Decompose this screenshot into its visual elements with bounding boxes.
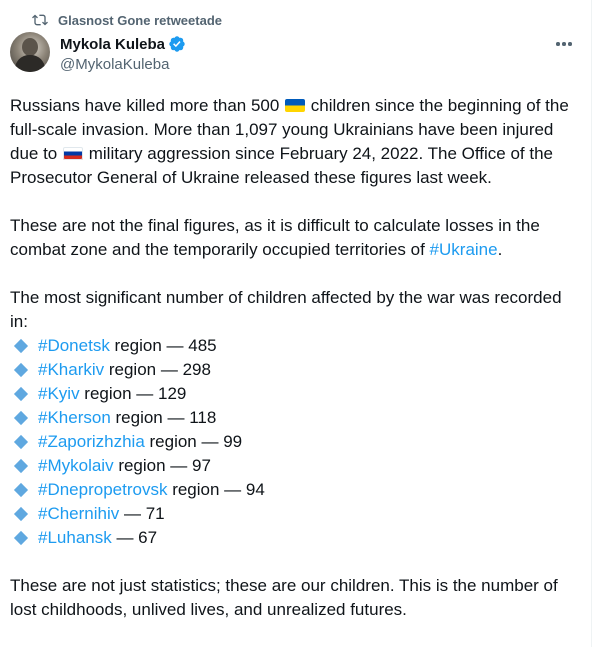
blue-diamond-icon (14, 459, 28, 473)
list-item: #Luhansk — 67 (10, 526, 580, 550)
author-name[interactable]: Mykola Kuleba (60, 35, 166, 53)
ukraine-flag-icon (285, 99, 305, 112)
retweet-context[interactable] (32, 10, 222, 30)
retweet-label: Glasnost Gone retweetade (58, 12, 222, 28)
paragraph-4: These are not just statistics; these are our children. This is the number of lost childhoods, unlived lives, and unrealized futures. (10, 576, 558, 619)
region-list (10, 334, 580, 550)
hashtag-zaporizhzhia[interactable]: #Zaporizhzhia (38, 432, 145, 451)
blue-diamond-icon (14, 363, 28, 377)
paragraph-3: The most significant number of children affected by the war was recorded in: (10, 288, 562, 331)
paragraph-1: Russians have killed more than 500 children since the beginning of the full-scale invasion. More than 1,097 young Ukrainians have been injured due to military aggression since February 24, 2022. The Office of the Prosecutor General of Ukraine released these figures last week. (10, 96, 569, 187)
hashtag-luhansk[interactable]: #Luhansk (38, 528, 112, 547)
list-item: #Chernihiv — 71 (10, 502, 580, 526)
tweet-text (10, 94, 580, 622)
more-options-icon[interactable] (553, 34, 575, 54)
paragraph-2: These are not the final figures, as it is difficult to calculate losses in the combat zone and the temporarily occupied territories of #Ukraine. (10, 216, 540, 259)
list-item: #Donetsk region — 485 (10, 334, 580, 358)
russia-flag-icon (63, 147, 83, 160)
hashtag-kherson[interactable]: #Kherson (38, 408, 111, 427)
list-item: #Kharkiv region — 298 (10, 358, 580, 382)
blue-diamond-icon (14, 483, 28, 497)
hashtag-dnepropetrovsk[interactable]: #Dnepropetrovsk (38, 480, 168, 499)
blue-diamond-icon (14, 339, 28, 353)
hashtag-kharkiv[interactable]: #Kharkiv (38, 360, 105, 379)
list-item: #Dnepropetrovsk region — 94 (10, 478, 580, 502)
hashtag-mykolaiv[interactable]: #Mykolaiv (38, 456, 114, 475)
verified-badge-icon (168, 35, 186, 53)
list-item: #Zaporizhzhia region — 99 (10, 430, 580, 454)
blue-diamond-icon (14, 387, 28, 401)
blue-diamond-icon (14, 507, 28, 521)
avatar[interactable] (10, 32, 50, 72)
blue-diamond-icon (14, 531, 28, 545)
list-item: #Mykolaiv region — 97 (10, 454, 580, 478)
list-item: #Kherson region — 118 (10, 406, 580, 430)
retweet-icon (32, 12, 48, 28)
hashtag-ukraine[interactable]: #Ukraine (429, 240, 498, 259)
hashtag-chernihiv[interactable]: #Chernihiv (38, 504, 120, 523)
list-item: #Kyiv region — 129 (10, 382, 580, 406)
hashtag-kyiv[interactable]: #Kyiv (38, 384, 80, 403)
hashtag-donetsk[interactable]: #Donetsk (38, 336, 110, 355)
blue-diamond-icon (14, 411, 28, 425)
author-handle[interactable]: @MykolaKuleba (60, 56, 170, 73)
blue-diamond-icon (14, 435, 28, 449)
